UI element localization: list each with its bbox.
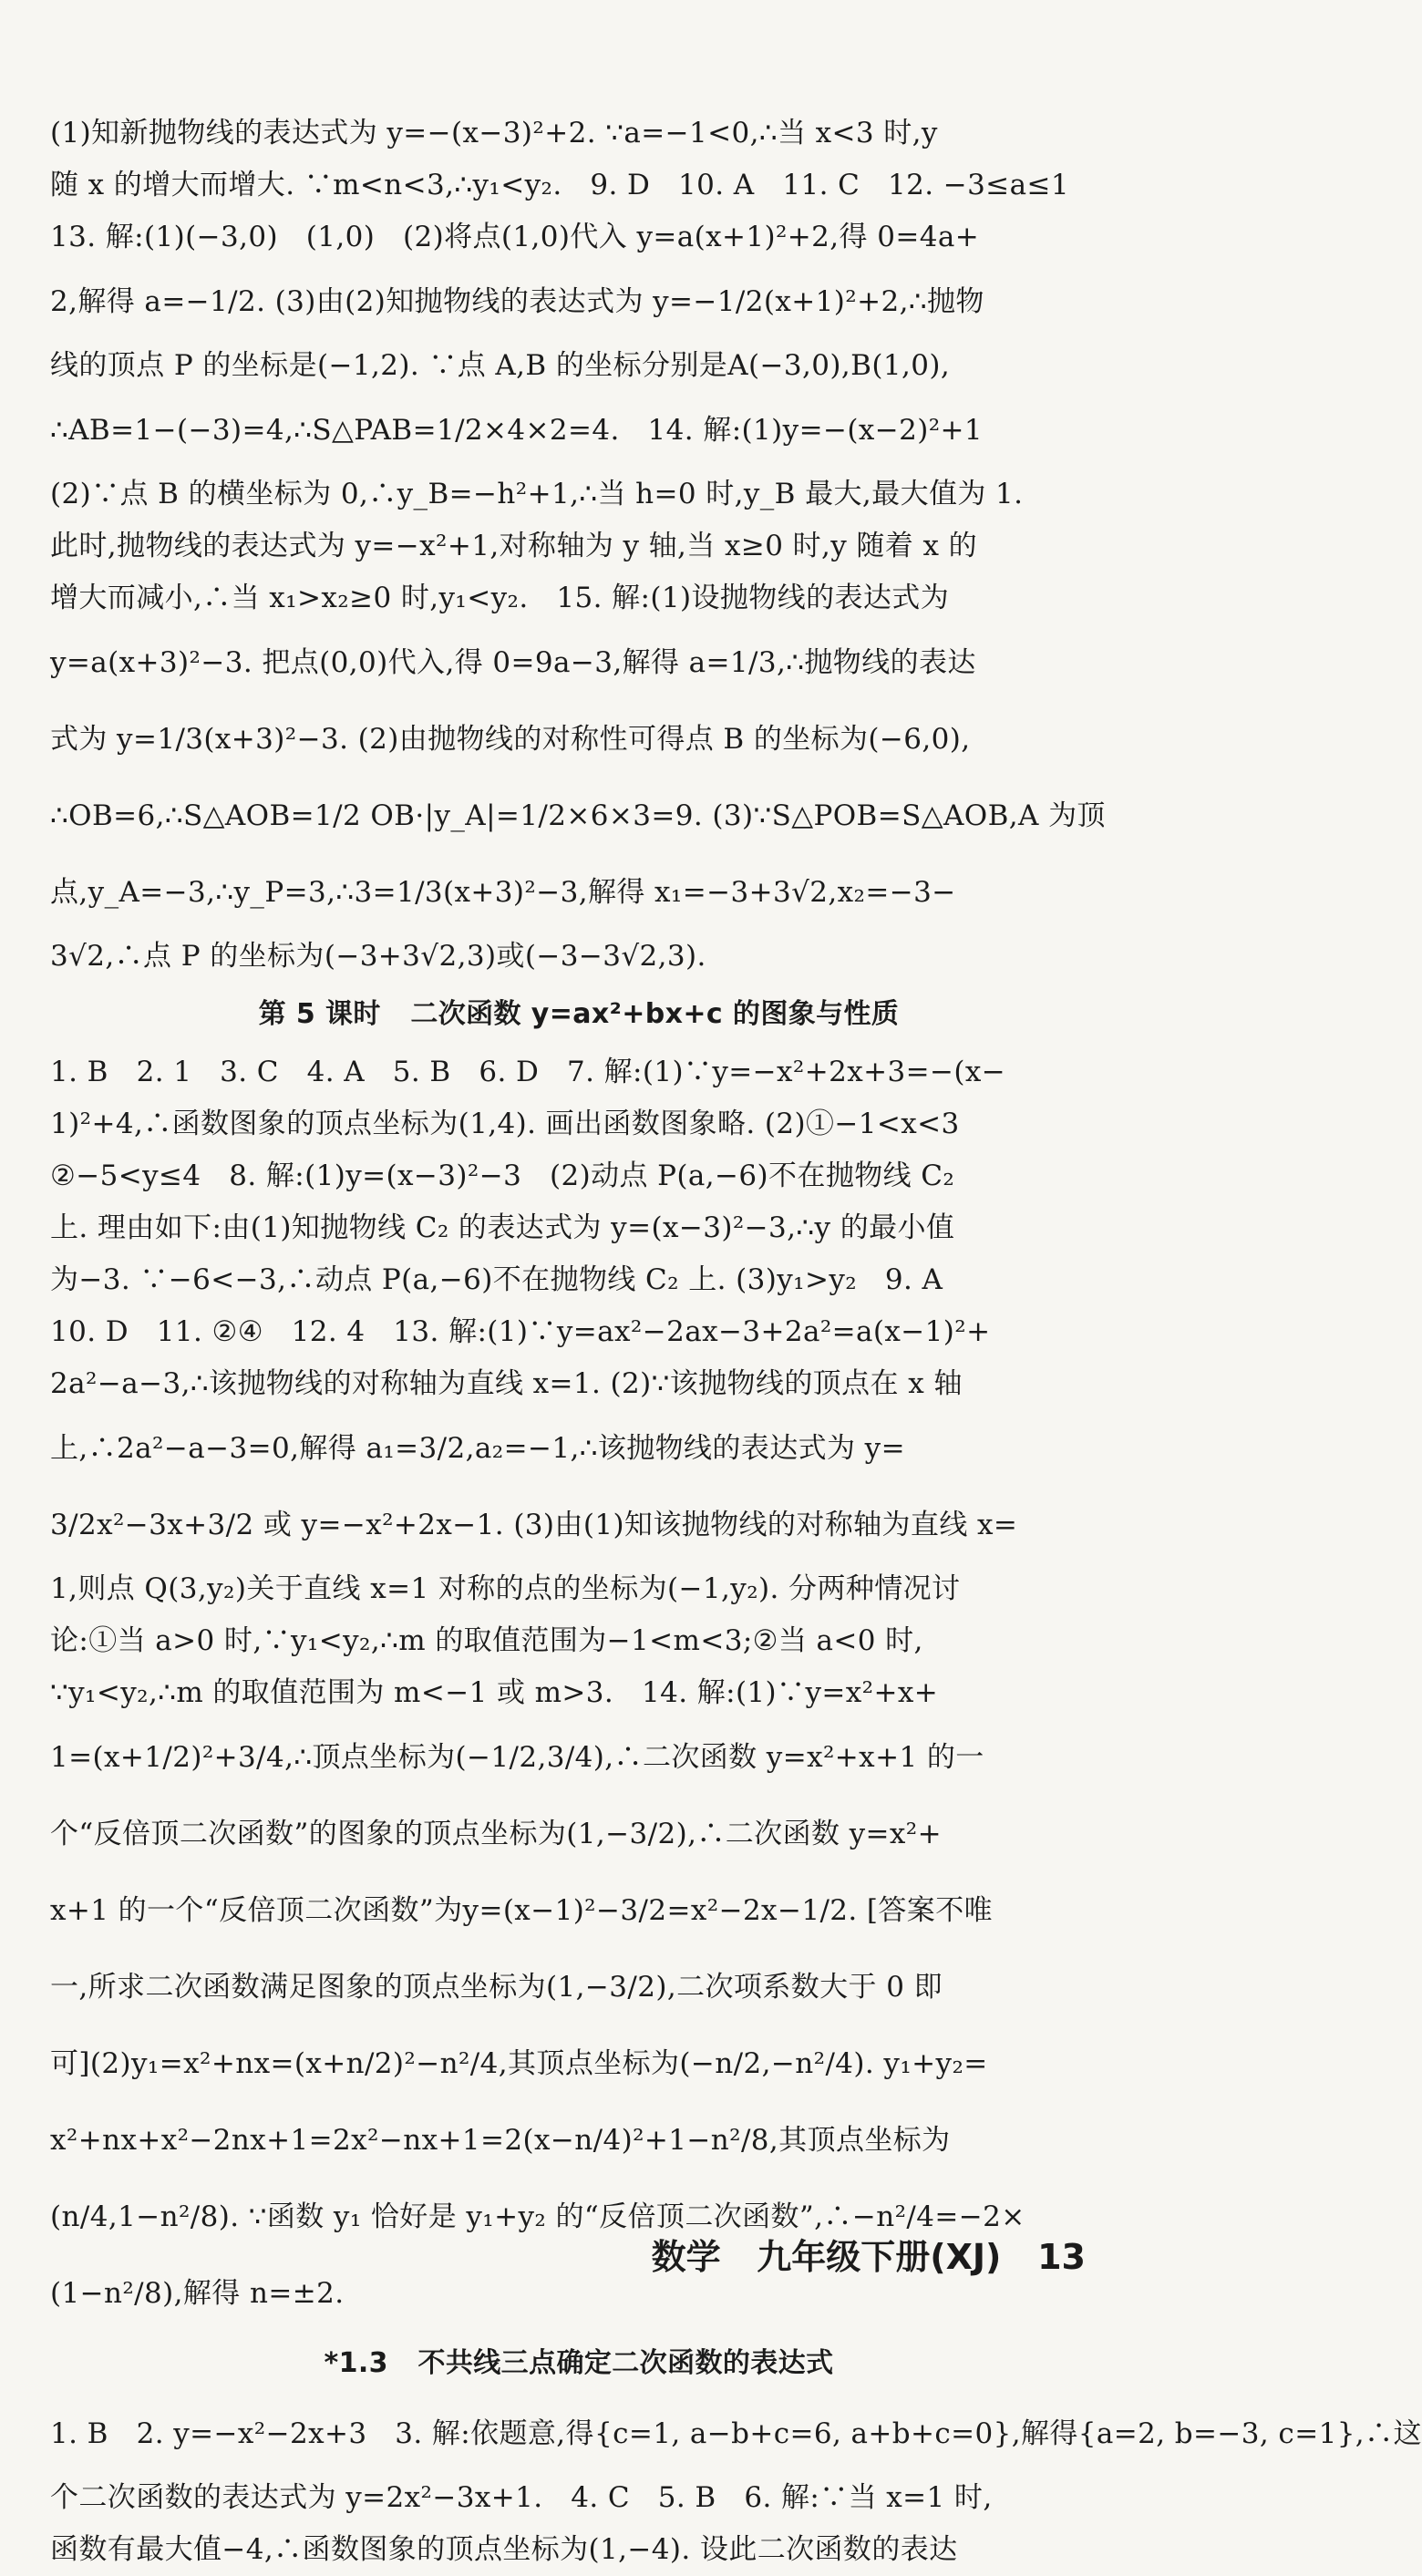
text-line: ②−5<y≤4 8. 解:(1)y=(x−3)²−3 (2)动点 P(a,−6)不在抛物线 C₂	[50, 1159, 955, 1192]
text-line: 个“反倍顶二次函数”的图象的顶点坐标为(1,−3/2),∴二次函数 y=x²+	[50, 1818, 943, 1850]
text-line: (1−n²/8),解得 n=±2.	[50, 2277, 345, 2310]
text-line: ∵y₁<y₂,∴m 的取值范围为 m<−1 或 m>3. 14. 解:(1)∵y=x²+x+	[50, 1676, 939, 1709]
text-line: 论:①当 a>0 时,∵y₁<y₂,∴m 的取值范围为−1<m<3;②当 a<0 时,	[50, 1624, 923, 1657]
text-line: 个二次函数的表达式为 y=2x²−3x+1. 4. C 5. B 6. 解:∵当 x=1 时,	[50, 2481, 993, 2514]
section-heading: 第 5 课时 二次函数 y=ax²+bx+c 的图象与性质	[258, 998, 900, 1030]
text-line: 1)²+4,∴函数图象的顶点坐标为(1,4). 画出函数图象略. (2)①−1<x<3	[50, 1108, 960, 1140]
text-line: 线的顶点 P 的坐标是(−1,2). ∵点 A,B 的坐标分别是A(−3,0),B(1,0),	[50, 349, 951, 382]
text-line: 可](2)y₁=x²+nx=(x+n/2)²−n²/4,其顶点坐标为(−n/2,−n²/4). y₁+y₂=	[50, 2047, 988, 2080]
text-line: 3/2x²−3x+3/2 或 y=−x²+2x−1. (3)由(1)知该抛物线的对称轴为直线 x=	[50, 1509, 1018, 1541]
text-line: (n/4,1−n²/8). ∵函数 y₁ 恰好是 y₁+y₂ 的“反倍顶二次函数”,∴−n²/4=−2×	[50, 2200, 1025, 2233]
text-line: x+1 的一个“反倍顶二次函数”为y=(x−1)²−3/2=x²−2x−1/2. [答案不唯	[50, 1894, 994, 1927]
text-line: 函数有最大值−4,∴函数图象的顶点坐标为(1,−4). 设此二次函数的表达	[50, 2533, 958, 2566]
text-line: 式为 y=1/3(x+3)²−3. (2)由抛物线的对称性可得点 B 的坐标为(−6,0),	[50, 723, 971, 756]
text-line: 随 x 的增大而增大. ∵m<n<3,∴y₁<y₂. 9. D 10. A 11. C 12. −3≤a≤1	[50, 169, 1069, 201]
text-line: x²+nx+x²−2nx+1=2x²−nx+1=2(x−n/4)²+1−n²/8,其顶点坐标为	[50, 2124, 951, 2157]
text-line: y=a(x+3)²−3. 把点(0,0)代入,得 0=9a−3,解得 a=1/3,∴抛物线的表达	[50, 646, 976, 679]
text-line: 为−3. ∵−6<−3,∴动点 P(a,−6)不在抛物线 C₂ 上. (3)y₁>y₂ 9. A	[50, 1263, 943, 1296]
text-line: 1. B 2. 1 3. C 4. A 5. B 6. D 7. 解:(1)∵y=−x²+2x+3=−(x−	[50, 1056, 1006, 1088]
text-line: ∴AB=1−(−3)=4,∴S△PAB=1/2×4×2=4. 14. 解:(1)y=−(x−2)²+1	[50, 414, 984, 447]
text-line: 1=(x+1/2)²+3/4,∴顶点坐标为(−1/2,3/4),∴二次函数 y=x²+x+1 的一	[50, 1741, 984, 1774]
text-line: 增大而减小,∴当 x₁>x₂≥0 时,y₁<y₂. 15. 解:(1)设抛物线的表达式为	[50, 582, 950, 614]
text-line: 点,y_A=−3,∴y_P=3,∴3=1/3(x+3)²−3,解得 x₁=−3+3√2,x₂=−3−	[50, 876, 956, 909]
text-line: ∴OB=6,∴S△AOB=1/2 OB·|y_A|=1/2×6×3=9. (3)∵S△POB=S△AOB,A 为顶	[50, 799, 1106, 832]
text-line: (2)∵点 B 的横坐标为 0,∴y_B=−h²+1,∴当 h=0 时,y_B 最大,最大值为 1.	[50, 478, 1024, 510]
text-line: 2a²−a−3,∴该抛物线的对称轴为直线 x=1. (2)∵该抛物线的顶点在 x 轴	[50, 1367, 963, 1400]
section-heading: *1.3 不共线三点确定二次函数的表达式	[324, 2347, 834, 2379]
text-line: 2,解得 a=−1/2. (3)由(2)知抛物线的表达式为 y=−1/2(x+1)²+2,∴抛物	[50, 285, 984, 318]
answer-text	[50, 108, 1422, 2576]
text-line: 一,所求二次函数满足图象的顶点坐标为(1,−3/2),二次项系数大于 0 即	[50, 1971, 943, 2004]
text-line: 1,则点 Q(3,y₂)关于直线 x=1 对称的点的坐标为(−1,y₂). 分两种情况讨	[50, 1572, 961, 1605]
text-line: 此时,抛物线的表达式为 y=−x²+1,对称轴为 y 轴,当 x≥0 时,y 随着 x 的	[50, 530, 978, 562]
text-line: 1. B 2. y=−x²−2x+3 3. 解:依题意,得{c=1, a−b+c=6, a+b+c=0},解得{a=2, b=−3, c=1},∴这	[50, 2417, 1422, 2450]
text-line: 上,∴2a²−a−3=0,解得 a₁=3/2,a₂=−1,∴该抛物线的表达式为 y=	[50, 1432, 905, 1465]
text-line: 10. D 11. ②④ 12. 4 13. 解:(1)∵y=ax²−2ax−3+2a²=a(x−1)²+	[50, 1315, 991, 1348]
page-footer: 数学 九年级下册(XJ) 13	[651, 2237, 1086, 2277]
text-line: 13. 解:(1)(−3,0) (1,0) (2)将点(1,0)代入 y=a(x+1)²+2,得 0=4a+	[50, 221, 980, 253]
text-line: 上. 理由如下:由(1)知抛物线 C₂ 的表达式为 y=(x−3)²−3,∴y 的最小值	[50, 1211, 955, 1244]
text-line: 3√2,∴点 P 的坐标为(−3+3√2,3)或(−3−3√2,3).	[50, 940, 706, 973]
text-line: (1)知新抛物线的表达式为 y=−(x−3)²+2. ∵a=−1<0,∴当 x<3 时,y	[50, 117, 938, 149]
